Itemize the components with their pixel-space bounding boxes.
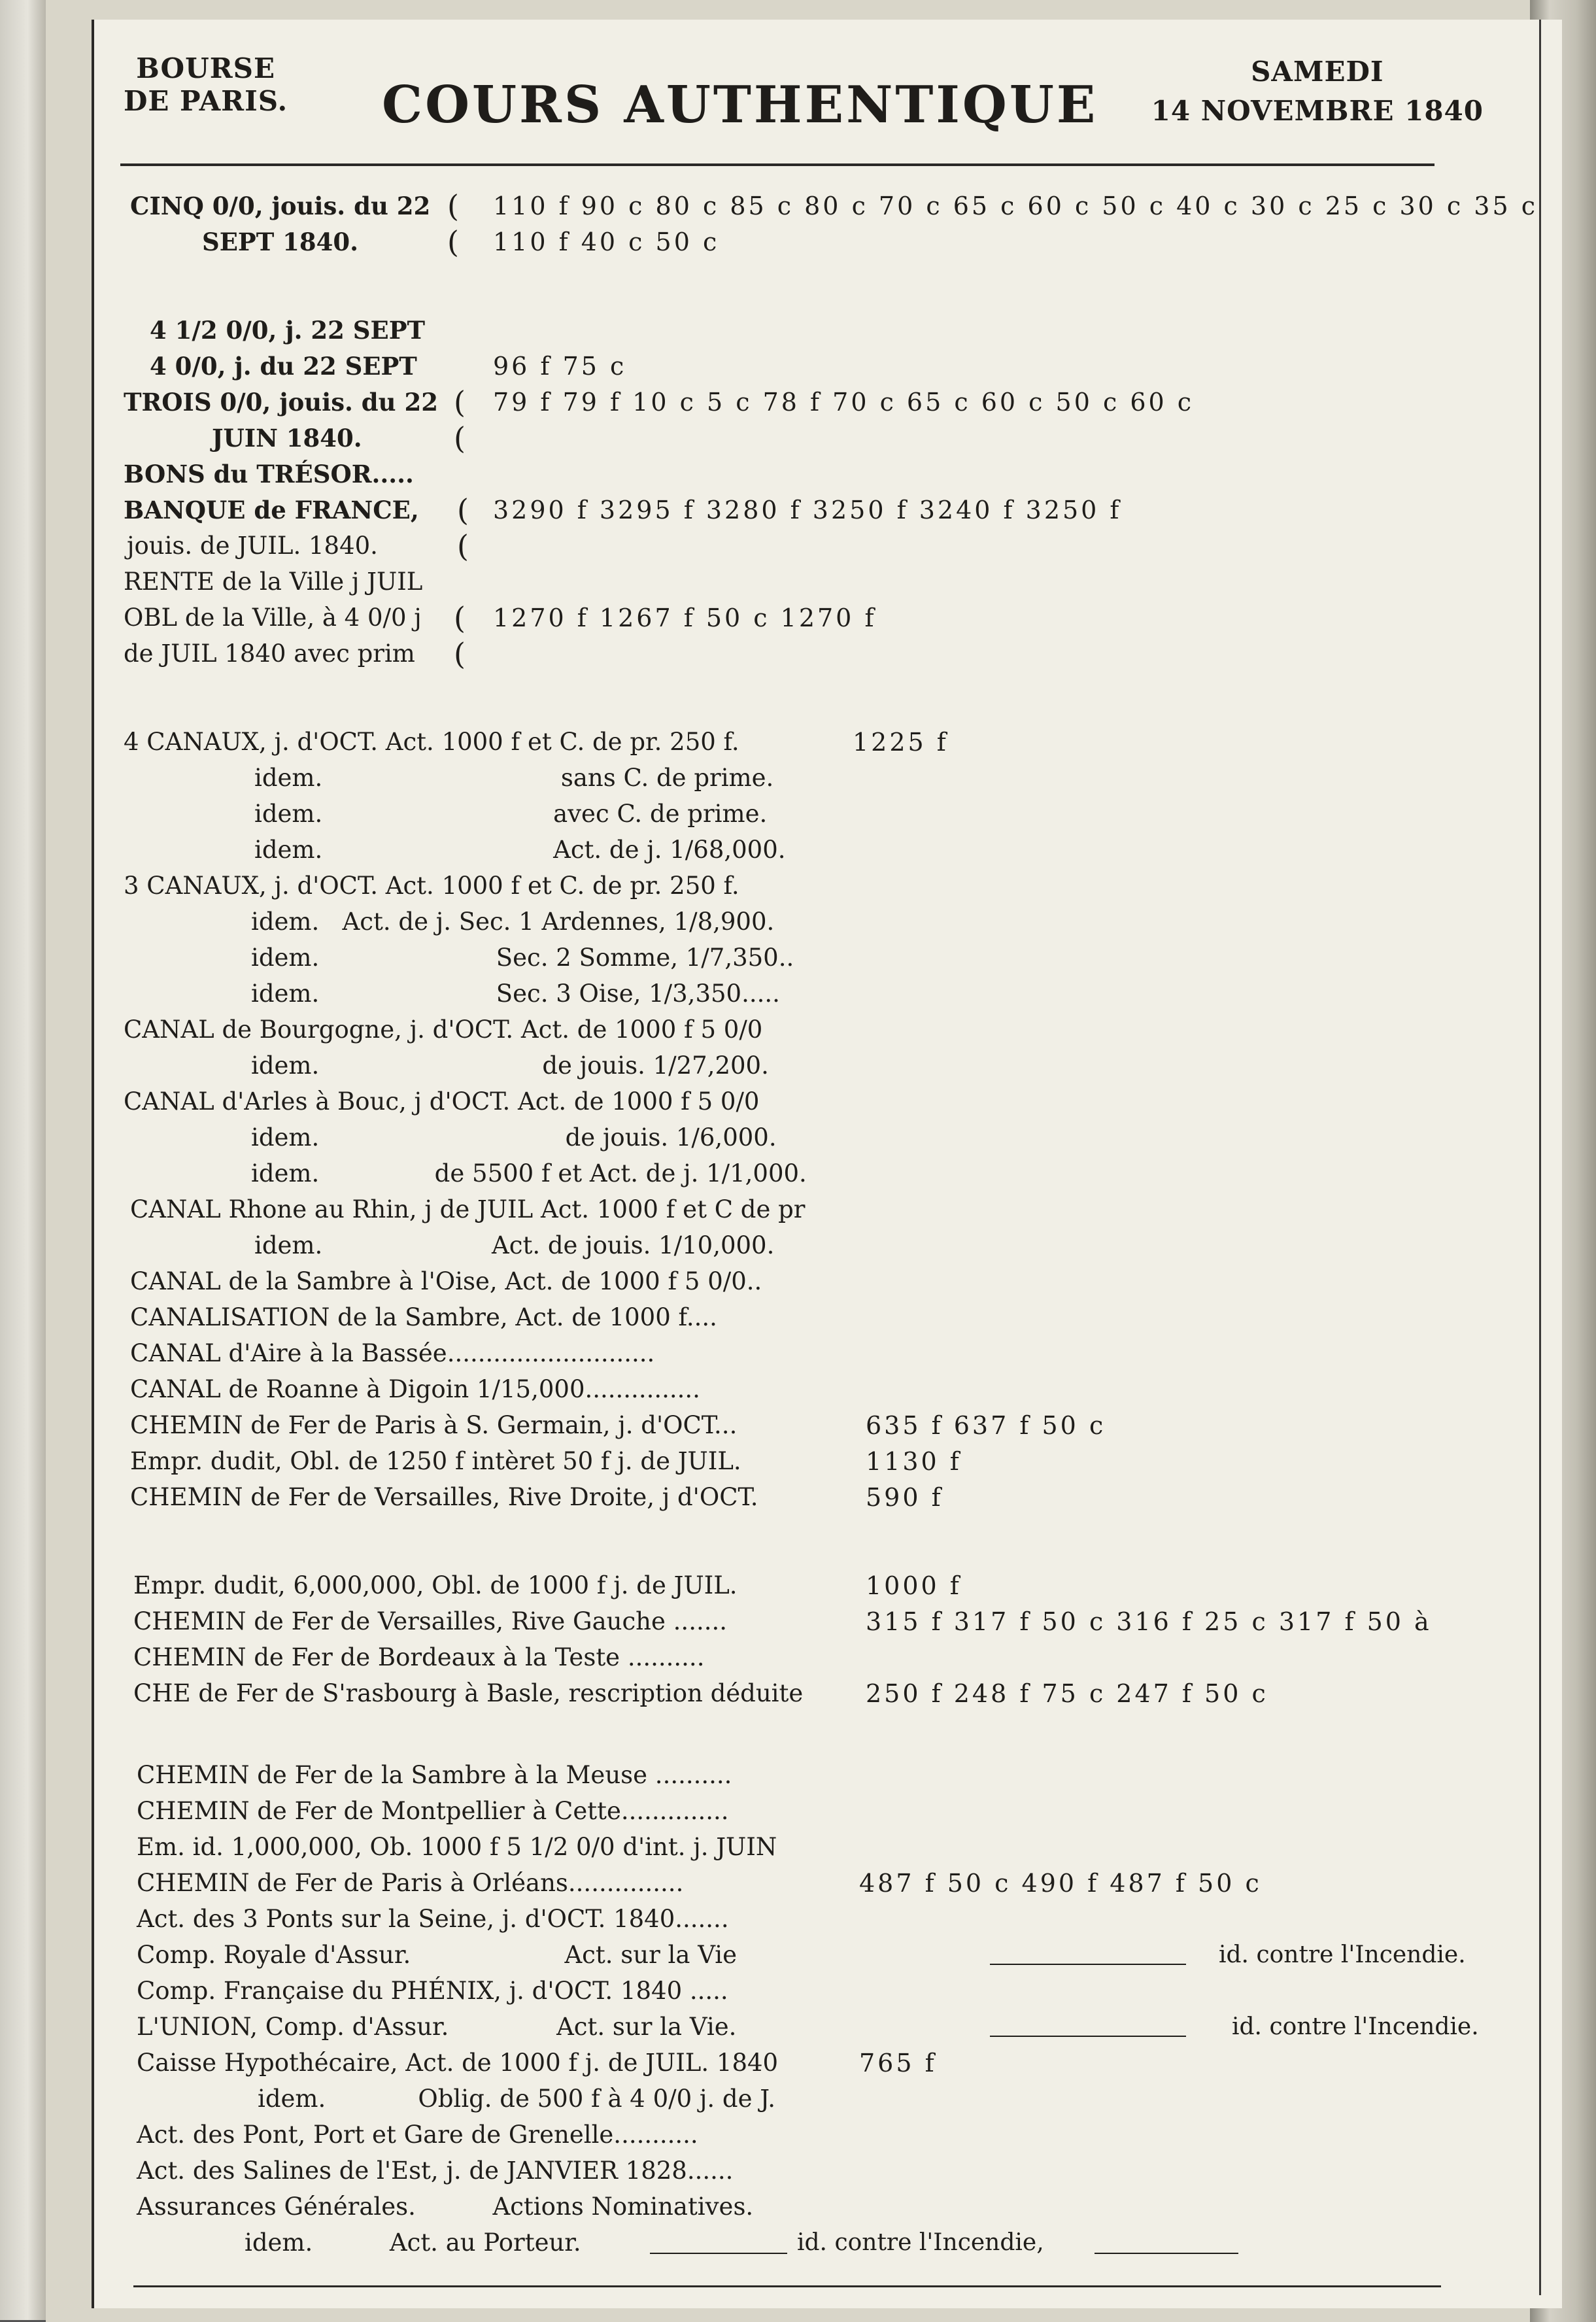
list-item bbox=[94, 726, 1533, 762]
list-item bbox=[94, 1795, 1533, 1832]
row-label: 4 1/2 0/0, j. 22 SEPT bbox=[150, 316, 426, 345]
list-item bbox=[94, 458, 1533, 494]
row-label: idem. de jouis. 1/27,200. bbox=[251, 1051, 769, 1080]
list-item bbox=[94, 226, 1533, 262]
list-item bbox=[94, 1050, 1533, 1086]
brace: ( bbox=[457, 528, 469, 564]
row-label: Empr. dudit, Obl. de 1250 f intèret 50 f j. de JUIL. bbox=[130, 1447, 741, 1475]
blank-line bbox=[990, 1964, 1186, 1965]
row-note: id. contre l'Incendie. bbox=[1219, 1941, 1466, 1968]
brace: ( bbox=[454, 420, 466, 456]
row-label: CHEMIN de Fer de Versailles, Rive Droite, j d'OCT. bbox=[130, 1483, 758, 1511]
row-label: idem. Act. de j. Sec. 1 Ardennes, 1/8,900. bbox=[251, 908, 775, 936]
row-label: Empr. dudit, 6,000,000, Obl. de 1000 f j. de JUIL. bbox=[133, 1571, 738, 1599]
document-page bbox=[92, 20, 1562, 2308]
row-label: Comp. Française du PHÉNIX, j. d'OCT. 1840 ..... bbox=[137, 1977, 728, 2005]
row-label: CANAL de la Sambre à l'Oise, Act. de 1000 f 5 0/0.. bbox=[130, 1267, 762, 1295]
row-label: Act. des Pont, Port et Gare de Grenelle........... bbox=[137, 2121, 698, 2149]
row-label: 4 CANAUX, j. d'OCT. Act. 1000 f et C. de pr. 250 f. bbox=[124, 728, 739, 756]
row-quote: 487 f 50 c 490 f 487 f 50 c bbox=[859, 1869, 1262, 1898]
row-label: Caisse Hypothécaire, Act. de 1000 f j. de JUIL. 1840 bbox=[137, 2049, 779, 2077]
list-item bbox=[94, 906, 1533, 942]
row-quote: 1130 f bbox=[866, 1447, 962, 1476]
row-label: CHEMIN de Fer de Paris à Orléans............... bbox=[137, 1869, 684, 1897]
list-item bbox=[94, 386, 1533, 422]
list-item bbox=[94, 422, 1533, 458]
brace: ( bbox=[454, 600, 466, 636]
row-label: CANAL d'Arles à Bouc, j d'OCT. Act. de 1000 f 5 0/0 bbox=[124, 1087, 760, 1116]
row-label: 3 CANAUX, j. d'OCT. Act. 1000 f et C. de pr. 250 f. bbox=[124, 872, 739, 900]
blank-line bbox=[990, 2036, 1186, 2037]
list-item bbox=[94, 1605, 1533, 1642]
list-item bbox=[94, 2227, 1533, 2263]
row-quote: 315 f 317 f 50 c 316 f 25 c 317 f 50 à bbox=[866, 1607, 1432, 1636]
list-item bbox=[94, 1014, 1533, 1050]
row-label: idem. Act. au Porteur. bbox=[245, 2228, 581, 2257]
row-label: CANAL d'Aire à la Bassée........................... bbox=[130, 1339, 655, 1367]
list-item bbox=[94, 1831, 1533, 1868]
list-item bbox=[94, 2191, 1533, 2227]
row-label: CHEMIN de Fer de Versailles, Rive Gauche ....... bbox=[133, 1607, 727, 1635]
list-item bbox=[94, 602, 1533, 638]
row-label: CHE de Fer de S'rasbourg à Basle, rescription déduite bbox=[133, 1679, 804, 1707]
row-label: Act. des Salines de l'Est, j. de JANVIER 1828...... bbox=[137, 2157, 734, 2185]
brace: ( bbox=[457, 492, 469, 528]
list-item bbox=[94, 1409, 1533, 1446]
list-item bbox=[94, 1867, 1533, 1904]
row-label: idem. Sec. 2 Somme, 1/7,350.. bbox=[251, 944, 794, 972]
list-item bbox=[94, 314, 1533, 350]
row-quote: 765 f bbox=[859, 2049, 937, 2077]
row-label: CHEMIN de Fer de Bordeaux à la Teste .......... bbox=[133, 1643, 705, 1671]
row-quote: 1270 f 1267 f 50 c 1270 f bbox=[493, 604, 877, 632]
header-day: SAMEDI bbox=[1251, 56, 1384, 88]
row-label: idem. sans C. de prime. bbox=[254, 764, 774, 792]
row-label: TROIS 0/0, jouis. du 22 bbox=[124, 388, 438, 417]
row-note: id. contre l'Incendie. bbox=[1232, 2013, 1479, 2040]
quotes-list bbox=[94, 20, 1562, 2308]
row-label: Act. des 3 Ponts sur la Seine, j. d'OCT. 1840....... bbox=[137, 1905, 729, 1933]
list-item bbox=[94, 638, 1533, 674]
blank-line bbox=[650, 2253, 787, 2254]
blank-line bbox=[1095, 2253, 1238, 2254]
row-quote: 79 f 79 f 10 c 5 c 78 f 70 c 65 c 60 c 50 c 60 c bbox=[493, 388, 1195, 417]
row-label: de JUIL 1840 avec prim bbox=[124, 640, 415, 668]
row-label: RENTE de la Ville j JUIL bbox=[124, 568, 423, 596]
row-label: BONS du TRÉSOR..... bbox=[124, 460, 414, 488]
row-label: JUIN 1840. bbox=[212, 424, 362, 452]
list-item bbox=[94, 2047, 1533, 2083]
header-date-text: 14 NOVEMBRE 1840 bbox=[1151, 95, 1484, 127]
row-label: CANALISATION de la Sambre, Act. de 1000 f.... bbox=[130, 1303, 717, 1331]
list-item bbox=[94, 1759, 1533, 1796]
list-item bbox=[94, 350, 1533, 386]
brace: ( bbox=[454, 384, 466, 420]
list-item bbox=[94, 1939, 1533, 1975]
row-label: jouis. de JUIL. 1840. bbox=[127, 532, 378, 560]
list-item bbox=[94, 1157, 1533, 1194]
row-quote: 1000 f bbox=[866, 1571, 962, 1600]
list-item bbox=[94, 1569, 1533, 1606]
list-item bbox=[94, 494, 1533, 530]
row-label: Assurances Générales. Actions Nominatives. bbox=[137, 2193, 754, 2221]
header-bourse: BOURSE bbox=[136, 52, 275, 84]
list-item bbox=[94, 762, 1533, 798]
list-item bbox=[94, 1373, 1533, 1410]
list-item bbox=[94, 798, 1533, 834]
row-note: id. contre l'Incendie, bbox=[797, 2229, 1044, 2256]
row-quote: 590 f bbox=[866, 1483, 943, 1512]
row-quote: 3290 f 3295 f 3280 f 3250 f 3240 f 3250 f bbox=[493, 496, 1122, 524]
row-label: CHEMIN de Fer de la Sambre à la Meuse .......... bbox=[137, 1761, 732, 1789]
row-quote: 635 f 637 f 50 c bbox=[866, 1411, 1106, 1440]
list-item bbox=[94, 188, 1538, 226]
list-item bbox=[94, 566, 1533, 602]
list-item bbox=[94, 530, 1533, 566]
header-de-paris: DE PARIS. bbox=[124, 85, 288, 117]
list-item bbox=[94, 978, 1533, 1014]
row-label: Em. id. 1,000,000, Ob. 1000 f 5 1/2 0/0 d'int. j. JUIN bbox=[137, 1833, 777, 1861]
brace: ( bbox=[454, 636, 466, 672]
list-item bbox=[94, 2155, 1533, 2191]
list-item bbox=[94, 1481, 1533, 1518]
row-label: CINQ 0/0, jouis. du 22 bbox=[130, 192, 431, 220]
row-quote: 1225 f bbox=[853, 728, 949, 757]
footer-rule bbox=[133, 2285, 1441, 2287]
row-label: idem. de 5500 f et Act. de j. 1/1,000. bbox=[251, 1159, 807, 1187]
list-item bbox=[94, 1229, 1533, 1266]
list-item bbox=[94, 1301, 1533, 1338]
brace: ( bbox=[447, 224, 459, 260]
list-item bbox=[94, 1121, 1533, 1158]
row-label: L'UNION, Comp. d'Assur. Act. sur la Vie. bbox=[137, 2013, 737, 2041]
row-quote: 110 f 90 c 80 c 85 c 80 c 70 c 65 c 60 c 50 c 40 c 30 c 25 c 30 c 35 c bbox=[493, 192, 1538, 220]
row-label: BANQUE de FRANCE, bbox=[124, 496, 419, 524]
list-item bbox=[94, 1641, 1533, 1678]
list-item bbox=[94, 1193, 1533, 1230]
row-label: idem. Act. de jouis. 1/10,000. bbox=[254, 1231, 775, 1259]
list-item bbox=[94, 1337, 1533, 1374]
row-label: Comp. Royale d'Assur. Act. sur la Vie bbox=[137, 1941, 738, 1969]
list-item bbox=[94, 1085, 1533, 1122]
row-label: SEPT 1840. bbox=[202, 228, 359, 256]
page-title: COURS AUTHENTIQUE bbox=[382, 75, 1098, 135]
row-label: idem. avec C. de prime. bbox=[254, 800, 768, 828]
row-label: CHEMIN de Fer de Montpellier à Cette.............. bbox=[137, 1797, 729, 1825]
row-label: CANAL de Roanne à Digoin 1/15,000............... bbox=[130, 1375, 700, 1403]
list-item bbox=[94, 2083, 1533, 2119]
row-quote: 110 f 40 c 50 c bbox=[493, 228, 720, 256]
list-item bbox=[94, 1445, 1533, 1482]
list-item bbox=[94, 2119, 1533, 2155]
row-quote: 96 f 75 c bbox=[493, 352, 627, 381]
list-item bbox=[94, 834, 1533, 870]
list-item bbox=[94, 1265, 1533, 1302]
list-item bbox=[94, 1975, 1533, 2011]
brace: ( bbox=[447, 188, 459, 224]
row-label: CHEMIN de Fer de Paris à S. Germain, j. d'OCT... bbox=[130, 1411, 738, 1439]
list-item bbox=[94, 870, 1533, 906]
adjacent-page-edge bbox=[0, 0, 46, 2322]
row-label: 4 0/0, j. du 22 SEPT bbox=[150, 352, 417, 381]
row-label: idem. Sec. 3 Oise, 1/3,350..... bbox=[251, 980, 780, 1008]
row-label: idem. de jouis. 1/6,000. bbox=[251, 1123, 777, 1152]
row-label: idem. Oblig. de 500 f à 4 0/0 j. de J. bbox=[258, 2085, 775, 2113]
list-item bbox=[94, 1903, 1533, 1939]
row-label: CANAL Rhone au Rhin, j de JUIL Act. 1000 f et C de pr bbox=[130, 1195, 806, 1223]
row-quote: 250 f 248 f 75 c 247 f 50 c bbox=[866, 1679, 1268, 1708]
list-item bbox=[94, 942, 1533, 978]
list-item bbox=[94, 2011, 1533, 2047]
row-label: CANAL de Bourgogne, j. d'OCT. Act. de 1000 f 5 0/0 bbox=[124, 1016, 763, 1044]
list-item bbox=[94, 1677, 1533, 1714]
row-label: OBL de la Ville, à 4 0/0 j bbox=[124, 604, 422, 632]
row-label: idem. Act. de j. 1/68,000. bbox=[254, 836, 786, 864]
